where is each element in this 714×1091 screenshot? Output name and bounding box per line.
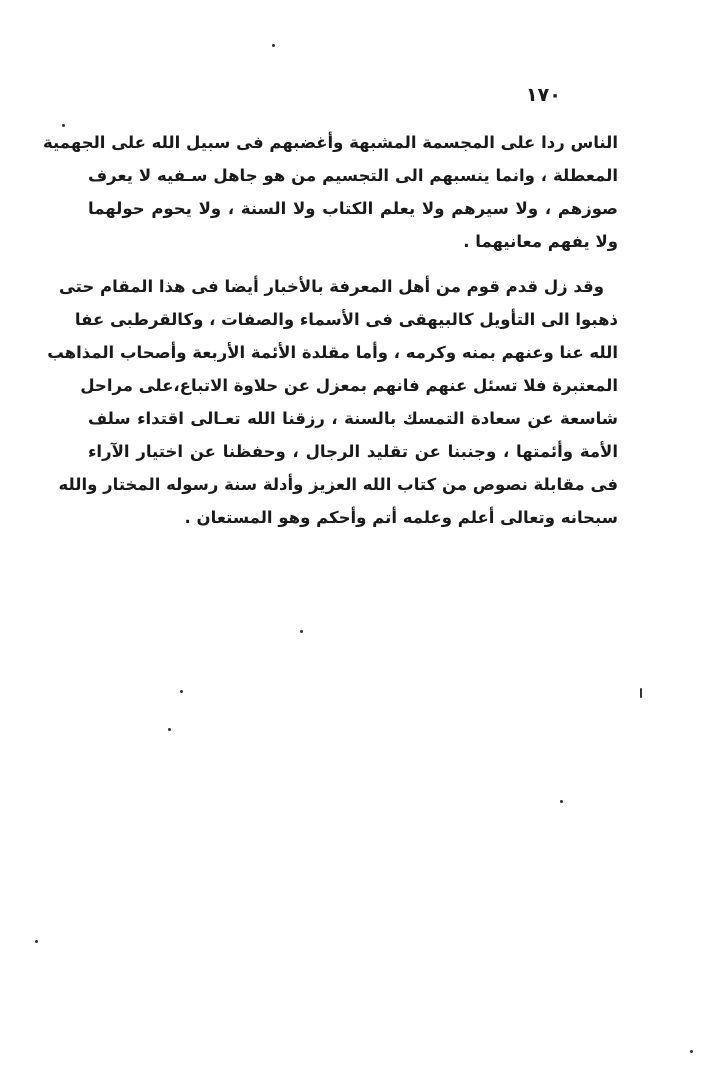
scan-speck — [560, 800, 563, 803]
scan-speck — [35, 940, 38, 943]
text-line: ذهبوا الى التأويل كالبيهقى فى الأسماء والصفات ، وكالقرطبى عفا — [74, 310, 618, 329]
text-line: ولا يفهم معانيهما . — [463, 232, 618, 251]
text-line: سبحانه وتعالى أعلم وعلمه أتم وأحكم وهو المستعان . — [184, 508, 618, 527]
text-line: المعتبرة فلا تسئل عنهم فانهم بمعزل عن حلاوة الاتباع،على مراحل — [80, 376, 618, 395]
text-line: فى مقابلة نصوص من كتاب الله العزيز وأدلة سنة رسوله المختار والله — [58, 475, 618, 494]
text-line: المعطلة ، وانما ينسبهم الى التجسيم من هو جاهل سـفيه لا يعرف — [88, 166, 618, 185]
text-line: الناس ردا على المجسمة المشبهة وأغضبهم فى سبيل الله على الجهمية — [43, 133, 618, 152]
page-number: ١٧٠ — [526, 84, 561, 106]
text-line: شاسعة عن سعادة التمسك بالسنة ، رزقنا الله تعـالى اقتداء سلف — [88, 409, 618, 428]
scan-speck — [640, 688, 642, 698]
text-line: الأمة وأئمتها ، وجنبنا عن تقليد الرجال ، وحفظنا عن اختيار الآراء — [88, 442, 618, 461]
scan-speck — [300, 630, 303, 633]
scan-speck — [180, 690, 183, 693]
scan-speck — [272, 44, 275, 47]
scan-speck — [690, 1050, 693, 1053]
scan-speck — [168, 728, 171, 731]
paragraph-2 — [47, 270, 618, 534]
body-text — [43, 126, 618, 534]
text-line: الله عنا وعنهم بمنه وكرمه ، وأما مقلدة الأئمة الأربعة وأصحاب المذاهب — [47, 343, 618, 362]
scan-speck — [62, 124, 65, 127]
text-line: وقد زل قدم قوم من أهل المعرفة بالأخبار أيضا فى هذا المقام حتى — [58, 277, 604, 296]
paragraph-1 — [43, 126, 618, 258]
text-line: صوزهم ، ولا سيرهم ولا يعلم الكتاب ولا السنة ، ولا يحوم حولهما — [88, 199, 618, 218]
